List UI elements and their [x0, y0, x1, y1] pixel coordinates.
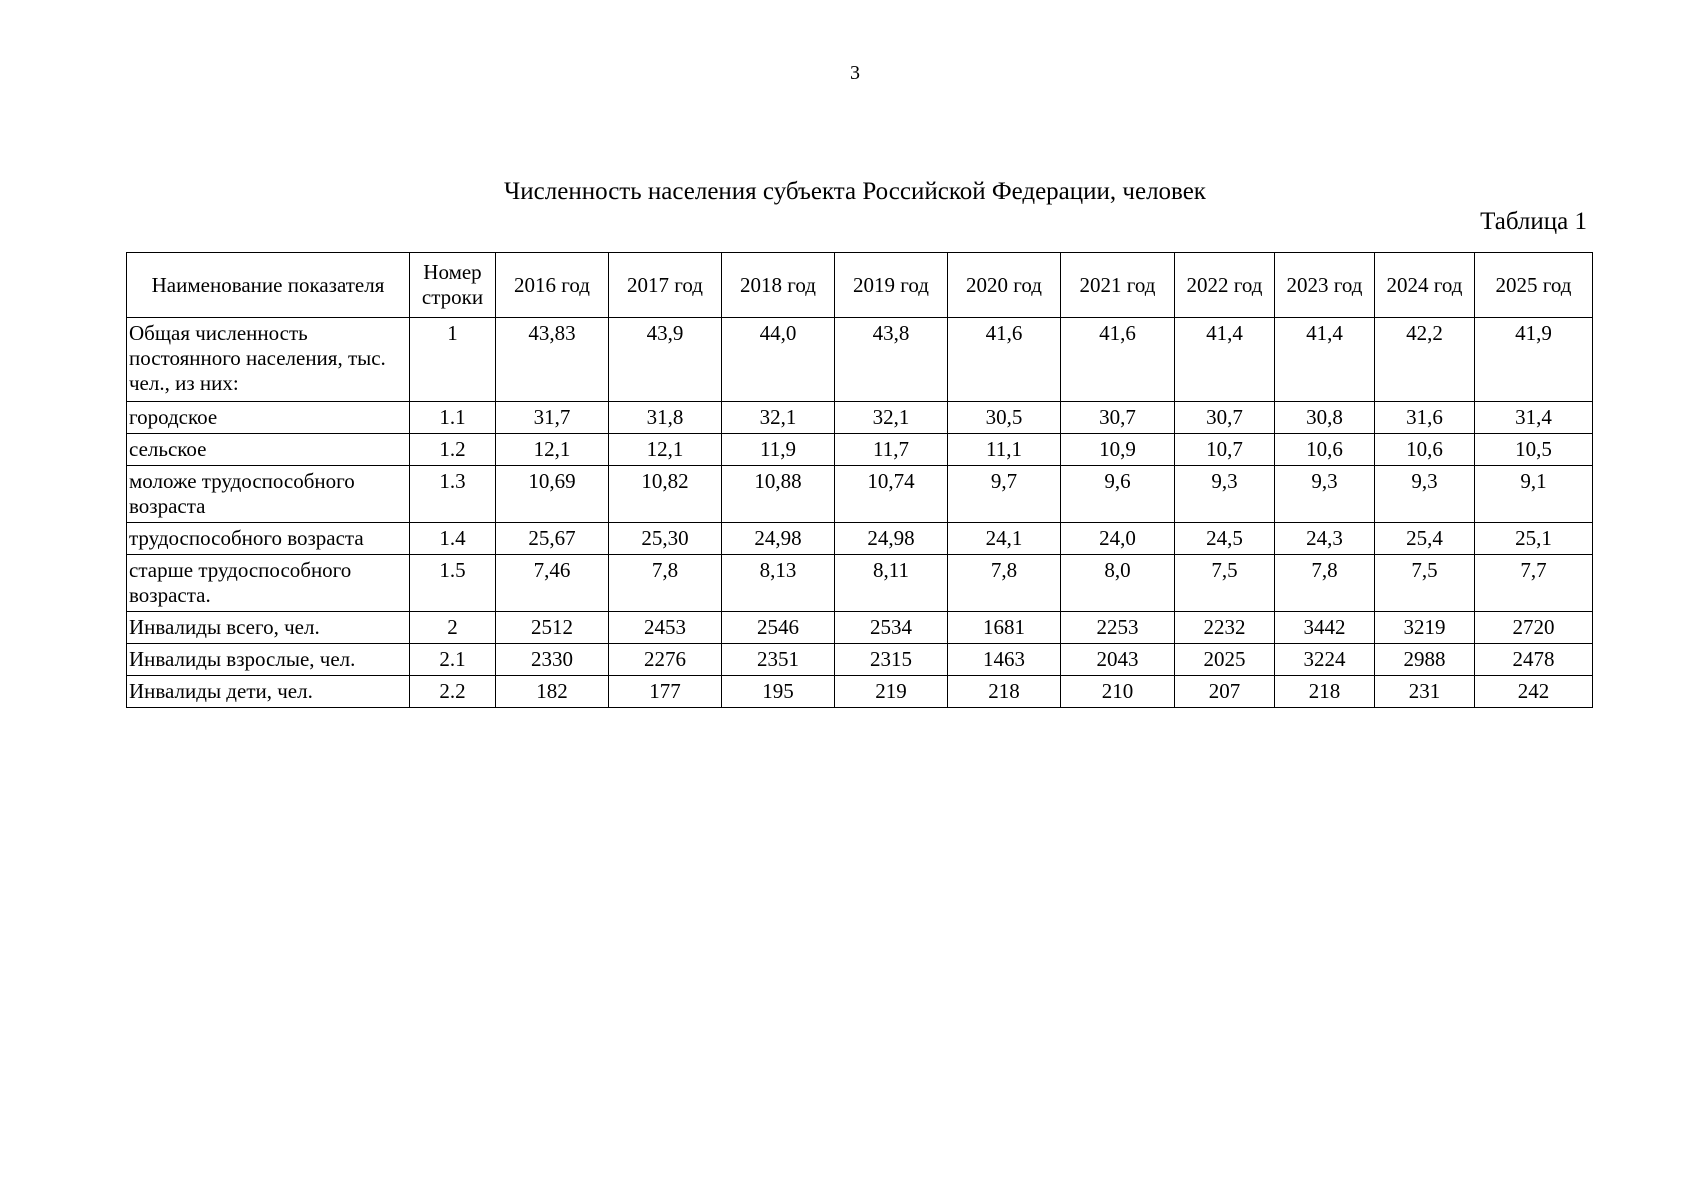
table-row — [127, 555, 1593, 612]
row-name: моложе трудоспособного возраста — [127, 466, 410, 523]
table-row — [127, 676, 1593, 708]
row-name: трудоспособного возраста — [127, 523, 410, 555]
table-row — [127, 318, 1593, 402]
cell-value: 8,13 — [722, 555, 835, 612]
cell-value: 9,1 — [1475, 466, 1593, 523]
cell-value: 7,7 — [1475, 555, 1593, 612]
header-year: 2017 год — [609, 253, 722, 318]
cell-value: 2534 — [835, 612, 948, 644]
row-name: Инвалиды взрослые, чел. — [127, 644, 410, 676]
cell-value: 41,4 — [1275, 318, 1375, 402]
cell-value: 10,74 — [835, 466, 948, 523]
cell-value: 43,8 — [835, 318, 948, 402]
cell-value: 242 — [1475, 676, 1593, 708]
header-year: 2024 год — [1375, 253, 1475, 318]
cell-value: 10,82 — [609, 466, 722, 523]
cell-value: 25,1 — [1475, 523, 1593, 555]
cell-value: 41,4 — [1175, 318, 1275, 402]
cell-value: 10,69 — [496, 466, 609, 523]
row-name: городское — [127, 402, 410, 434]
cell-value: 9,3 — [1275, 466, 1375, 523]
row-number: 1.1 — [410, 402, 496, 434]
header-year: 2020 год — [948, 253, 1061, 318]
row-name: Инвалиды всего, чел. — [127, 612, 410, 644]
row-number: 1.3 — [410, 466, 496, 523]
cell-value: 7,8 — [609, 555, 722, 612]
cell-value: 8,11 — [835, 555, 948, 612]
cell-value: 2330 — [496, 644, 609, 676]
cell-value: 24,98 — [835, 523, 948, 555]
cell-value: 43,83 — [496, 318, 609, 402]
cell-value: 25,4 — [1375, 523, 1475, 555]
cell-value: 24,0 — [1061, 523, 1175, 555]
cell-value: 2351 — [722, 644, 835, 676]
row-name: старше трудоспособного возраста. — [127, 555, 410, 612]
row-number: 1.2 — [410, 434, 496, 466]
cell-value: 32,1 — [722, 402, 835, 434]
table-row — [127, 523, 1593, 555]
row-number: 1 — [410, 318, 496, 402]
table-label: Таблица 1 — [1480, 208, 1587, 235]
cell-value: 2512 — [496, 612, 609, 644]
cell-value: 7,8 — [1275, 555, 1375, 612]
cell-value: 207 — [1175, 676, 1275, 708]
header-year: 2025 год — [1475, 253, 1593, 318]
cell-value: 2988 — [1375, 644, 1475, 676]
table-row — [127, 466, 1593, 523]
cell-value: 31,4 — [1475, 402, 1593, 434]
cell-value: 12,1 — [496, 434, 609, 466]
cell-value: 32,1 — [835, 402, 948, 434]
cell-value: 43,9 — [609, 318, 722, 402]
cell-value: 11,1 — [948, 434, 1061, 466]
page-number: 3 — [850, 62, 860, 84]
header-name: Наименование показателя — [127, 253, 410, 318]
cell-value: 41,6 — [948, 318, 1061, 402]
cell-value: 219 — [835, 676, 948, 708]
cell-value: 2546 — [722, 612, 835, 644]
cell-value: 24,3 — [1275, 523, 1375, 555]
cell-value: 31,8 — [609, 402, 722, 434]
cell-value: 210 — [1061, 676, 1175, 708]
cell-value: 7,46 — [496, 555, 609, 612]
row-number: 1.5 — [410, 555, 496, 612]
cell-value: 3219 — [1375, 612, 1475, 644]
table-body — [127, 318, 1593, 708]
cell-value: 10,6 — [1275, 434, 1375, 466]
header-year: 2016 год — [496, 253, 609, 318]
cell-value: 41,6 — [1061, 318, 1175, 402]
cell-value: 9,3 — [1175, 466, 1275, 523]
cell-value: 10,6 — [1375, 434, 1475, 466]
header-year: 2022 год — [1175, 253, 1275, 318]
cell-value: 30,5 — [948, 402, 1061, 434]
header-year: 2021 год — [1061, 253, 1175, 318]
cell-value: 182 — [496, 676, 609, 708]
cell-value: 2025 — [1175, 644, 1275, 676]
cell-value: 2276 — [609, 644, 722, 676]
cell-value: 2232 — [1175, 612, 1275, 644]
header-row-number: Номер строки — [410, 253, 496, 318]
cell-value: 11,7 — [835, 434, 948, 466]
cell-value: 11,9 — [722, 434, 835, 466]
cell-value: 7,5 — [1175, 555, 1275, 612]
cell-value: 8,0 — [1061, 555, 1175, 612]
header-year: 2018 год — [722, 253, 835, 318]
cell-value: 31,7 — [496, 402, 609, 434]
header-year: 2023 год — [1275, 253, 1375, 318]
cell-value: 30,7 — [1175, 402, 1275, 434]
cell-value: 3224 — [1275, 644, 1375, 676]
cell-value: 218 — [1275, 676, 1375, 708]
cell-value: 3442 — [1275, 612, 1375, 644]
row-number: 2.1 — [410, 644, 496, 676]
document-title: Численность населения субъекта Российской Федерации, человек — [504, 178, 1206, 205]
cell-value: 42,2 — [1375, 318, 1475, 402]
cell-value: 7,8 — [948, 555, 1061, 612]
cell-value: 24,5 — [1175, 523, 1275, 555]
cell-value: 10,9 — [1061, 434, 1175, 466]
table-row — [127, 434, 1593, 466]
cell-value: 12,1 — [609, 434, 722, 466]
cell-value: 2043 — [1061, 644, 1175, 676]
population-table — [126, 252, 1593, 708]
cell-value: 31,6 — [1375, 402, 1475, 434]
row-number: 2.2 — [410, 676, 496, 708]
cell-value: 25,67 — [496, 523, 609, 555]
cell-value: 25,30 — [609, 523, 722, 555]
cell-value: 2720 — [1475, 612, 1593, 644]
cell-value: 195 — [722, 676, 835, 708]
cell-value: 231 — [1375, 676, 1475, 708]
row-name: сельское — [127, 434, 410, 466]
cell-value: 177 — [609, 676, 722, 708]
cell-value: 7,5 — [1375, 555, 1475, 612]
cell-value: 10,88 — [722, 466, 835, 523]
row-number: 2 — [410, 612, 496, 644]
cell-value: 30,7 — [1061, 402, 1175, 434]
cell-value: 2315 — [835, 644, 948, 676]
cell-value: 1463 — [948, 644, 1061, 676]
row-name: Общая численность постоянного населения, тыс. чел., из них: — [127, 318, 410, 402]
cell-value: 1681 — [948, 612, 1061, 644]
cell-value: 2478 — [1475, 644, 1593, 676]
cell-value: 2253 — [1061, 612, 1175, 644]
cell-value: 9,3 — [1375, 466, 1475, 523]
cell-value: 9,6 — [1061, 466, 1175, 523]
cell-value: 9,7 — [948, 466, 1061, 523]
header-year: 2019 год — [835, 253, 948, 318]
cell-value: 10,7 — [1175, 434, 1275, 466]
cell-value: 2453 — [609, 612, 722, 644]
table-header-row — [127, 253, 1593, 318]
cell-value: 30,8 — [1275, 402, 1375, 434]
cell-value: 44,0 — [722, 318, 835, 402]
cell-value: 10,5 — [1475, 434, 1593, 466]
cell-value: 24,98 — [722, 523, 835, 555]
row-number: 1.4 — [410, 523, 496, 555]
cell-value: 218 — [948, 676, 1061, 708]
cell-value: 24,1 — [948, 523, 1061, 555]
table-row — [127, 612, 1593, 644]
cell-value: 41,9 — [1475, 318, 1593, 402]
table-row — [127, 644, 1593, 676]
table-row — [127, 402, 1593, 434]
row-name: Инвалиды дети, чел. — [127, 676, 410, 708]
